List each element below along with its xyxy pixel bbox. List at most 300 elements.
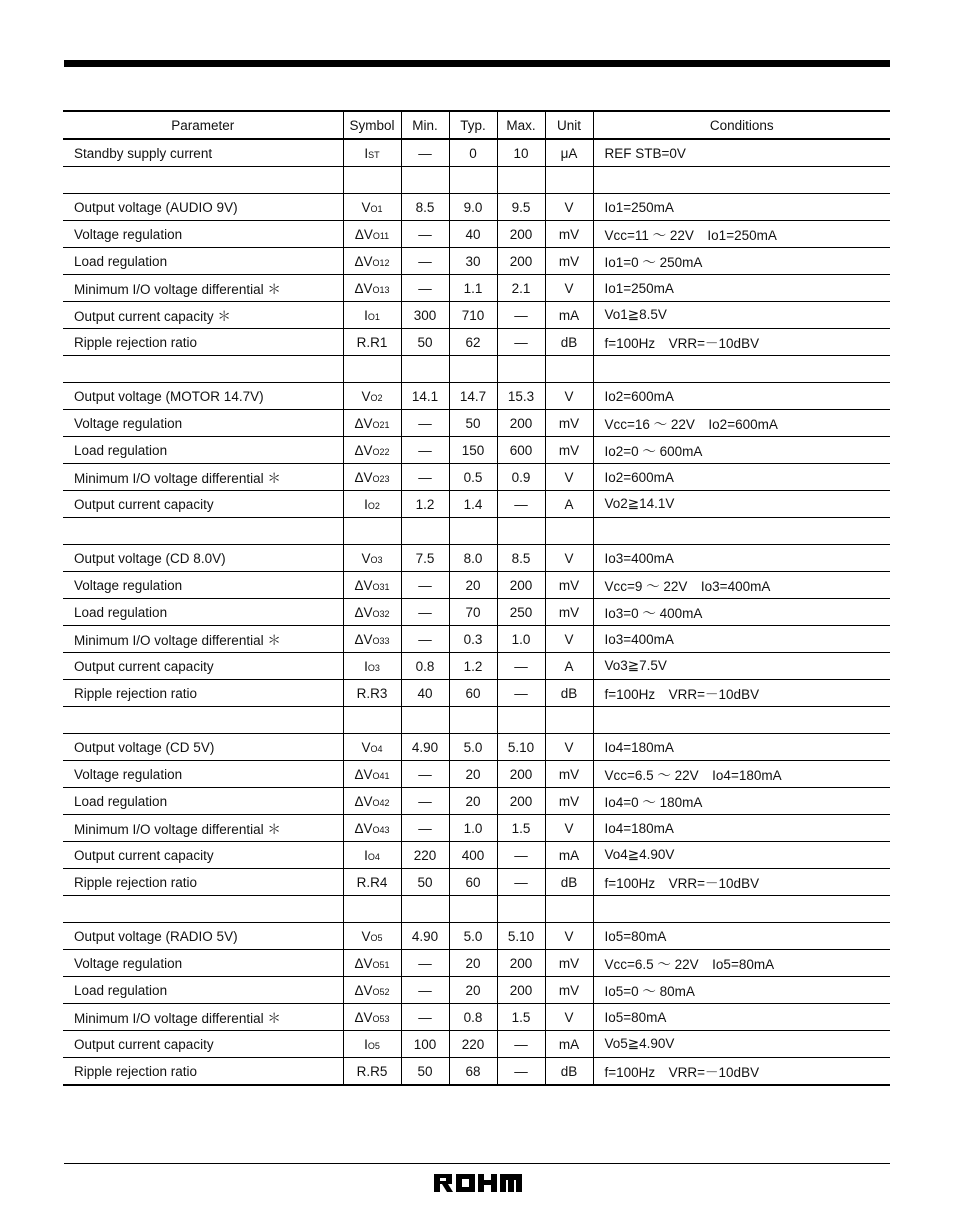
typ-cell: 62 — [449, 329, 497, 356]
symbol-base: ΔV — [354, 604, 373, 620]
min-cell: 4.90 — [401, 923, 449, 950]
symbol-subscript: O1 — [367, 311, 380, 322]
max-cell: 250 — [497, 599, 545, 626]
symbol-cell — [343, 626, 401, 653]
symbol-subscript: O22 — [372, 446, 390, 457]
symbol-subscript: O2 — [370, 392, 383, 403]
header-rule — [64, 60, 890, 67]
empty-cell — [63, 518, 343, 545]
symbol-cell — [343, 680, 401, 707]
table-row — [63, 842, 890, 869]
symbol-subscript: O5 — [370, 932, 383, 943]
symbol-base: ΔV — [354, 577, 373, 593]
typ-cell: 0 — [449, 139, 497, 167]
symbol-cell — [343, 788, 401, 815]
unit-cell: V — [545, 815, 593, 842]
empty-cell — [593, 518, 890, 545]
empty-cell — [593, 707, 890, 734]
symbol-base: V — [361, 928, 371, 944]
conditions-cell: Io4=0 ～ 180mA — [593, 788, 890, 815]
header-unit: Unit — [545, 111, 593, 139]
unit-cell: V — [545, 545, 593, 572]
parameter-cell: Minimum I/O voltage differential ＊ — [63, 626, 343, 653]
table-row — [63, 194, 890, 221]
empty-cell — [343, 518, 401, 545]
empty-cell — [545, 167, 593, 194]
table-row — [63, 383, 890, 410]
typ-cell: 20 — [449, 572, 497, 599]
unit-cell: V — [545, 923, 593, 950]
typ-cell: 70 — [449, 599, 497, 626]
parameter-cell: Ripple rejection ratio — [63, 329, 343, 356]
parameter-cell: Load regulation — [63, 437, 343, 464]
table-row — [63, 410, 890, 437]
min-cell: — — [401, 788, 449, 815]
min-cell: — — [401, 626, 449, 653]
conditions-cell: Io5=80mA — [593, 1004, 890, 1031]
max-cell: 200 — [497, 761, 545, 788]
unit-cell: V — [545, 194, 593, 221]
header-min: Min. — [401, 111, 449, 139]
empty-cell — [593, 356, 890, 383]
symbol-base: ΔV — [354, 226, 373, 242]
symbol-cell — [343, 977, 401, 1004]
empty-cell — [63, 707, 343, 734]
symbol-subscript: O43 — [372, 824, 390, 835]
parameter-cell: Ripple rejection ratio — [63, 1058, 343, 1086]
symbol-cell — [343, 383, 401, 410]
symbol-subscript: O11 — [372, 230, 390, 241]
parameter-cell: Output voltage (CD 8.0V) — [63, 545, 343, 572]
empty-cell — [497, 707, 545, 734]
table-row — [63, 923, 890, 950]
spacer-row — [63, 896, 890, 923]
symbol-base: V — [361, 388, 371, 404]
min-cell: 8.5 — [401, 194, 449, 221]
symbol-cell — [343, 1058, 401, 1086]
typ-cell: 220 — [449, 1031, 497, 1058]
symbol-base: ΔV — [354, 253, 373, 269]
unit-cell: μA — [545, 139, 593, 167]
rohm-logo — [433, 1172, 523, 1194]
typ-cell: 1.4 — [449, 491, 497, 518]
table-row — [63, 437, 890, 464]
unit-cell: A — [545, 653, 593, 680]
symbol-base: ΔV — [354, 631, 373, 647]
typ-cell: 20 — [449, 761, 497, 788]
parameter-cell: Minimum I/O voltage differential ＊ — [63, 815, 343, 842]
max-cell: 1.5 — [497, 815, 545, 842]
conditions-cell: Io1=0 ～ 250mA — [593, 248, 890, 275]
symbol-cell — [343, 464, 401, 491]
parameter-cell: Standby supply current — [63, 139, 343, 167]
conditions-cell: Io2=600mA — [593, 464, 890, 491]
symbol-base: ΔV — [354, 820, 373, 836]
max-cell: 200 — [497, 572, 545, 599]
symbol-base: ΔV — [354, 415, 373, 431]
max-cell: 2.1 — [497, 275, 545, 302]
min-cell: — — [401, 139, 449, 167]
symbol-cell — [343, 653, 401, 680]
typ-cell: 710 — [449, 302, 497, 329]
conditions-cell: Io5=80mA — [593, 923, 890, 950]
conditions-cell: Io3=400mA — [593, 545, 890, 572]
empty-cell — [401, 167, 449, 194]
symbol-cell — [343, 194, 401, 221]
conditions-cell: REF STB=0V — [593, 139, 890, 167]
conditions-cell: Vcc=6.5 ～ 22V Io4=180mA — [593, 761, 890, 788]
parameter-cell: Output current capacity — [63, 1031, 343, 1058]
symbol-cell — [343, 599, 401, 626]
symbol-base: I — [364, 496, 368, 512]
spacer-row — [63, 167, 890, 194]
symbol-subscript: O53 — [372, 1013, 390, 1024]
empty-cell — [63, 896, 343, 923]
symbol-base: I — [364, 658, 368, 674]
min-cell: — — [401, 221, 449, 248]
symbol-cell — [343, 1031, 401, 1058]
conditions-cell: Vo2≧14.1V — [593, 491, 890, 518]
unit-cell: V — [545, 275, 593, 302]
conditions-cell: Vo5≧4.90V — [593, 1031, 890, 1058]
min-cell: 50 — [401, 329, 449, 356]
table-row — [63, 734, 890, 761]
table-row — [63, 950, 890, 977]
parameter-cell: Output voltage (CD 5V) — [63, 734, 343, 761]
symbol-cell — [343, 275, 401, 302]
conditions-cell: Vcc=11 ～ 22V Io1=250mA — [593, 221, 890, 248]
max-cell: 0.9 — [497, 464, 545, 491]
min-cell: 4.90 — [401, 734, 449, 761]
symbol-cell — [343, 302, 401, 329]
min-cell: — — [401, 599, 449, 626]
table-row — [63, 491, 890, 518]
max-cell: — — [497, 680, 545, 707]
max-cell: 200 — [497, 788, 545, 815]
table-row — [63, 626, 890, 653]
symbol-base: I — [364, 307, 368, 323]
unit-cell: dB — [545, 329, 593, 356]
symbol-subscript: O13 — [372, 284, 390, 295]
min-cell: 50 — [401, 1058, 449, 1086]
empty-cell — [545, 356, 593, 383]
unit-cell: mV — [545, 410, 593, 437]
table-row — [63, 599, 890, 626]
typ-cell: 400 — [449, 842, 497, 869]
empty-cell — [497, 356, 545, 383]
symbol-base: R.R1 — [356, 334, 388, 350]
footer-rule — [64, 1163, 890, 1164]
typ-cell: 0.5 — [449, 464, 497, 491]
unit-cell: mV — [545, 788, 593, 815]
table-row — [63, 788, 890, 815]
min-cell: — — [401, 464, 449, 491]
empty-cell — [449, 707, 497, 734]
unit-cell: mV — [545, 248, 593, 275]
symbol-subscript: O23 — [372, 473, 390, 484]
min-cell: — — [401, 761, 449, 788]
empty-cell — [401, 518, 449, 545]
empty-cell — [593, 167, 890, 194]
conditions-cell: Io1=250mA — [593, 194, 890, 221]
parameter-cell: Load regulation — [63, 599, 343, 626]
symbol-base: I — [364, 847, 368, 863]
unit-cell: A — [545, 491, 593, 518]
unit-cell: V — [545, 626, 593, 653]
max-cell: 5.10 — [497, 923, 545, 950]
typ-cell: 30 — [449, 248, 497, 275]
symbol-subscript: O12 — [372, 257, 390, 268]
typ-cell: 20 — [449, 950, 497, 977]
parameter-cell: Voltage regulation — [63, 950, 343, 977]
spacer-row — [63, 707, 890, 734]
typ-cell: 20 — [449, 977, 497, 1004]
unit-cell: V — [545, 464, 593, 491]
table-row — [63, 1058, 890, 1086]
empty-cell — [449, 356, 497, 383]
typ-cell: 68 — [449, 1058, 497, 1086]
typ-cell: 50 — [449, 410, 497, 437]
parameter-cell: Output current capacity — [63, 491, 343, 518]
symbol-base: ΔV — [354, 982, 373, 998]
table-header-row — [63, 111, 890, 139]
table-row — [63, 761, 890, 788]
symbol-cell — [343, 329, 401, 356]
typ-cell: 9.0 — [449, 194, 497, 221]
empty-cell — [401, 707, 449, 734]
symbol-base: R.R3 — [356, 685, 388, 701]
symbol-subscript: O32 — [372, 608, 390, 619]
typ-cell: 60 — [449, 869, 497, 896]
conditions-cell: f=100Hz VRR=－10dBV — [593, 680, 890, 707]
parameter-cell: Load regulation — [63, 248, 343, 275]
empty-cell — [343, 707, 401, 734]
table-row — [63, 248, 890, 275]
parameter-cell: Voltage regulation — [63, 410, 343, 437]
parameter-cell: Output voltage (AUDIO 9V) — [63, 194, 343, 221]
max-cell: 200 — [497, 977, 545, 1004]
table-row — [63, 1031, 890, 1058]
empty-cell — [497, 518, 545, 545]
table-body — [63, 139, 890, 1085]
min-cell: — — [401, 815, 449, 842]
parameter-cell: Load regulation — [63, 977, 343, 1004]
empty-cell — [343, 356, 401, 383]
max-cell: 1.5 — [497, 1004, 545, 1031]
symbol-cell — [343, 437, 401, 464]
unit-cell: dB — [545, 869, 593, 896]
symbol-base: V — [361, 550, 371, 566]
conditions-cell: Io3=400mA — [593, 626, 890, 653]
symbol-cell — [343, 572, 401, 599]
unit-cell: mA — [545, 302, 593, 329]
table-row — [63, 139, 890, 167]
symbol-subscript: O3 — [370, 554, 383, 565]
table-row — [63, 221, 890, 248]
unit-cell: mV — [545, 950, 593, 977]
empty-cell — [401, 896, 449, 923]
min-cell: — — [401, 572, 449, 599]
max-cell: 9.5 — [497, 194, 545, 221]
empty-cell — [449, 167, 497, 194]
max-cell: 200 — [497, 248, 545, 275]
symbol-base: ΔV — [354, 469, 373, 485]
conditions-cell: Vo3≧7.5V — [593, 653, 890, 680]
symbol-base: V — [361, 199, 371, 215]
symbol-subscript: O1 — [370, 203, 383, 214]
symbol-base: I — [364, 145, 369, 161]
symbol-cell — [343, 221, 401, 248]
min-cell: — — [401, 410, 449, 437]
table-row — [63, 275, 890, 302]
empty-cell — [497, 896, 545, 923]
unit-cell: mV — [545, 761, 593, 788]
conditions-cell: Vcc=16 ～ 22V Io2=600mA — [593, 410, 890, 437]
symbol-subscript: O2 — [367, 500, 380, 511]
max-cell: — — [497, 653, 545, 680]
conditions-cell: Vo4≧4.90V — [593, 842, 890, 869]
parameter-cell: Output voltage (MOTOR 14.7V) — [63, 383, 343, 410]
min-cell: 40 — [401, 680, 449, 707]
symbol-subscript: O33 — [372, 635, 390, 646]
typ-cell: 20 — [449, 788, 497, 815]
unit-cell: mA — [545, 842, 593, 869]
max-cell: 200 — [497, 221, 545, 248]
symbol-base: ΔV — [354, 442, 373, 458]
symbol-subscript: O3 — [367, 662, 380, 673]
unit-cell: dB — [545, 680, 593, 707]
electrical-characteristics-table — [63, 110, 890, 1086]
table-row — [63, 545, 890, 572]
min-cell: — — [401, 275, 449, 302]
symbol-base: ΔV — [354, 793, 373, 809]
empty-cell — [593, 896, 890, 923]
max-cell: 200 — [497, 410, 545, 437]
typ-cell: 8.0 — [449, 545, 497, 572]
max-cell: 10 — [497, 139, 545, 167]
conditions-cell: Io2=0 ～ 600mA — [593, 437, 890, 464]
typ-cell: 0.3 — [449, 626, 497, 653]
table-row — [63, 302, 890, 329]
max-cell: 15.3 — [497, 383, 545, 410]
conditions-cell: f=100Hz VRR=－10dBV — [593, 1058, 890, 1086]
max-cell: — — [497, 491, 545, 518]
min-cell: 220 — [401, 842, 449, 869]
unit-cell: mV — [545, 977, 593, 1004]
typ-cell: 40 — [449, 221, 497, 248]
symbol-subscript: O42 — [372, 797, 390, 808]
conditions-cell: Vcc=9 ～ 22V Io3=400mA — [593, 572, 890, 599]
conditions-cell: Io5=0 ～ 80mA — [593, 977, 890, 1004]
table-row — [63, 1004, 890, 1031]
unit-cell: mV — [545, 599, 593, 626]
unit-cell: mV — [545, 572, 593, 599]
table-row — [63, 869, 890, 896]
symbol-base: ΔV — [354, 766, 373, 782]
empty-cell — [401, 356, 449, 383]
min-cell: 300 — [401, 302, 449, 329]
empty-cell — [545, 518, 593, 545]
table-row — [63, 815, 890, 842]
empty-cell — [545, 707, 593, 734]
symbol-base: V — [361, 739, 371, 755]
parameter-cell: Minimum I/O voltage differential ＊ — [63, 464, 343, 491]
symbol-cell — [343, 491, 401, 518]
symbol-cell — [343, 950, 401, 977]
conditions-cell: f=100Hz VRR=－10dBV — [593, 869, 890, 896]
symbol-subscript: O5 — [367, 1040, 380, 1051]
symbol-base: R.R4 — [356, 874, 388, 890]
table-row — [63, 464, 890, 491]
min-cell: — — [401, 950, 449, 977]
symbol-subscript: ST — [368, 149, 380, 160]
typ-cell: 60 — [449, 680, 497, 707]
unit-cell: V — [545, 1004, 593, 1031]
parameter-cell: Minimum I/O voltage differential ＊ — [63, 1004, 343, 1031]
empty-cell — [545, 896, 593, 923]
parameter-cell: Load regulation — [63, 788, 343, 815]
table-row — [63, 977, 890, 1004]
empty-cell — [63, 356, 343, 383]
max-cell: 600 — [497, 437, 545, 464]
header-max: Max. — [497, 111, 545, 139]
max-cell: — — [497, 842, 545, 869]
unit-cell: V — [545, 383, 593, 410]
parameter-cell: Voltage regulation — [63, 761, 343, 788]
conditions-cell: Vcc=6.5 ～ 22V Io5=80mA — [593, 950, 890, 977]
max-cell: — — [497, 1031, 545, 1058]
symbol-base: ΔV — [354, 280, 373, 296]
header-typ: Typ. — [449, 111, 497, 139]
typ-cell: 1.0 — [449, 815, 497, 842]
spacer-row — [63, 356, 890, 383]
max-cell: 8.5 — [497, 545, 545, 572]
empty-cell — [449, 896, 497, 923]
header-parameter: Parameter — [63, 111, 343, 139]
parameter-cell: Voltage regulation — [63, 572, 343, 599]
conditions-cell: Io4=180mA — [593, 815, 890, 842]
max-cell: — — [497, 329, 545, 356]
conditions-cell: f=100Hz VRR=－10dBV — [593, 329, 890, 356]
symbol-base: ΔV — [354, 1009, 373, 1025]
typ-cell: 5.0 — [449, 923, 497, 950]
parameter-cell: Ripple rejection ratio — [63, 680, 343, 707]
symbol-cell — [343, 410, 401, 437]
min-cell: — — [401, 248, 449, 275]
empty-cell — [343, 896, 401, 923]
min-cell: — — [401, 977, 449, 1004]
unit-cell: dB — [545, 1058, 593, 1086]
symbol-base: ΔV — [354, 955, 373, 971]
empty-cell — [497, 167, 545, 194]
symbol-cell — [343, 815, 401, 842]
spacer-row — [63, 518, 890, 545]
parameter-cell: Output current capacity ＊ — [63, 302, 343, 329]
typ-cell: 5.0 — [449, 734, 497, 761]
max-cell: 200 — [497, 950, 545, 977]
symbol-subscript: O31 — [372, 581, 390, 592]
min-cell: 14.1 — [401, 383, 449, 410]
parameter-cell: Voltage regulation — [63, 221, 343, 248]
parameter-cell: Minimum I/O voltage differential ＊ — [63, 275, 343, 302]
empty-cell — [343, 167, 401, 194]
header-conditions: Conditions — [593, 111, 890, 139]
symbol-cell — [343, 923, 401, 950]
symbol-subscript: O4 — [367, 851, 380, 862]
table-row — [63, 653, 890, 680]
typ-cell: 1.2 — [449, 653, 497, 680]
min-cell: — — [401, 1004, 449, 1031]
